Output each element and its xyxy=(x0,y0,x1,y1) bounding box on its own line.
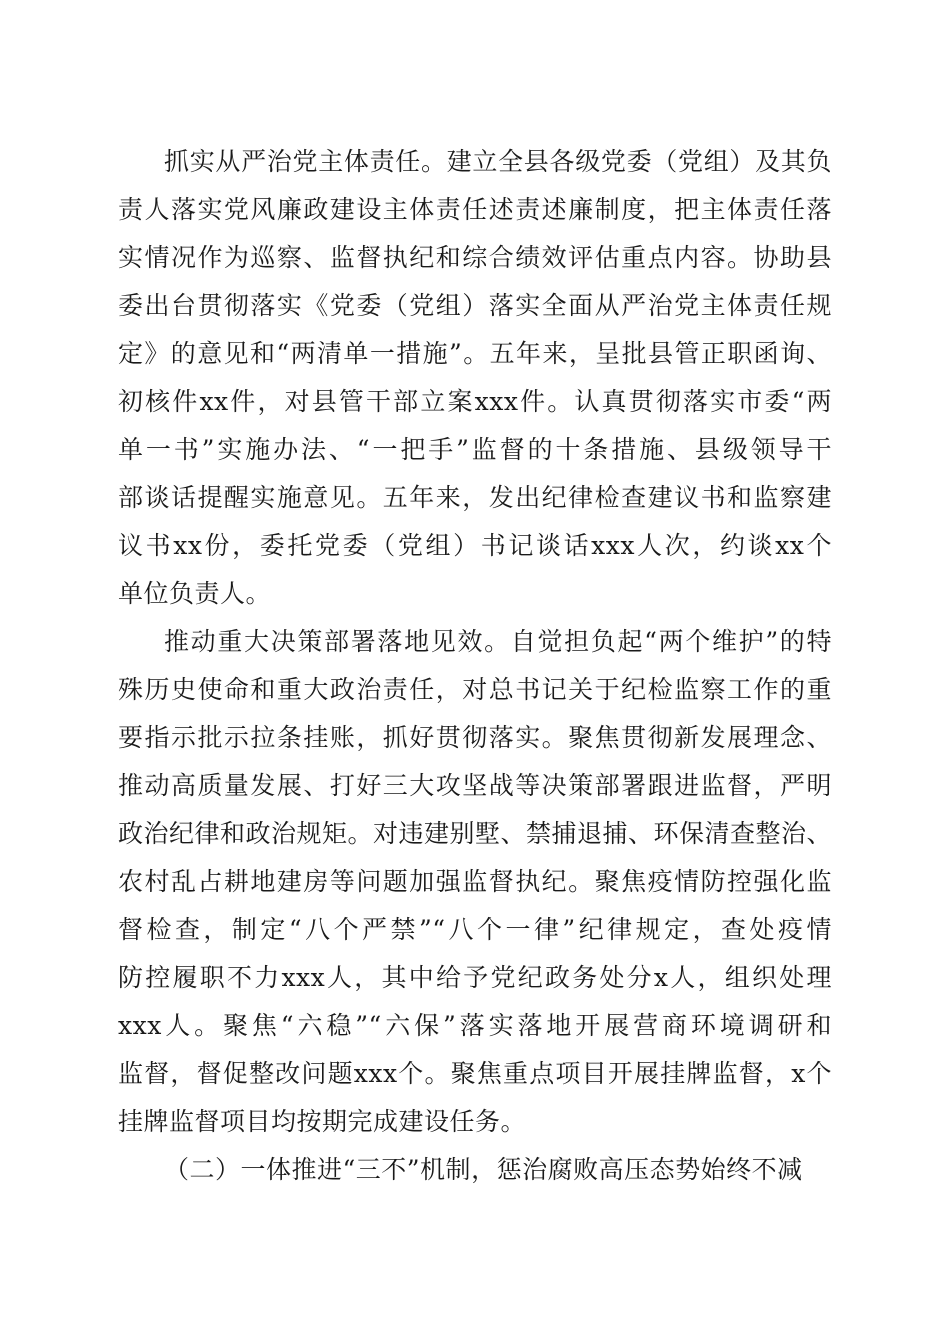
paragraph-line: 部谈话提醒实施意见。五年来，发出纪律检查建议书和监察建 xyxy=(118,483,832,512)
paragraph-decisions xyxy=(118,618,832,1146)
paragraph-line: 推动高质量发展、打好三大攻坚战等决策部署跟进监督，严明 xyxy=(118,771,832,800)
paragraph-line: 议书xx份，委托党委（党组）书记谈话xxx人次，约谈xx个 xyxy=(118,531,832,560)
paragraph-line: 责人落实党风廉政建设主体责任述责述廉制度，把主体责任落 xyxy=(118,195,832,224)
paragraph-line: 单一书”实施办法、“一把手”监督的十条措施、县级领导干 xyxy=(118,435,832,464)
paragraph-line: 初核件xx件，对县管干部立案xxx件。认真贯彻落实市委“两 xyxy=(118,387,832,416)
paragraph-line: 委出台贯彻落实《党委（党组）落实全面从严治党主体责任规 xyxy=(118,291,832,320)
paragraph-line: 监督，督促整改问题xxx个。聚焦重点项目开展挂牌监督，x个 xyxy=(118,1059,832,1088)
paragraph-line: 政治纪律和政治规矩。对违建别墅、禁捕退捕、环保清查整治、 xyxy=(118,819,833,848)
paragraph-line: 定》的意见和“两清单一措施”。五年来，呈批县管正职函询、 xyxy=(118,339,832,368)
paragraph-line: xxx人。聚焦“六稳”“六保”落实落地开展营商环境调研和 xyxy=(118,1011,832,1040)
paragraph-line: 农村乱占耕地建房等问题加强监督执纪。聚焦疫情防控强化监 xyxy=(118,867,832,896)
paragraph-line: 挂牌监督项目均按期完成建设任务。 xyxy=(118,1107,527,1136)
paragraph-line: 单位负责人。 xyxy=(118,579,272,608)
paragraph-line: 督检查，制定“八个严禁”“八个一律”纪律规定，查处疫情 xyxy=(118,915,832,944)
paragraph-line: 要指示批示拉条挂账，抓好贯彻落实。聚焦贯彻新发展理念、 xyxy=(118,723,832,752)
paragraph-line: 防控履职不力xxx人，其中给予党纪政务处分x人，组织处理 xyxy=(118,963,832,992)
paragraph-responsibility xyxy=(118,138,832,618)
paragraph-line: 殊历史使命和重大政治责任，对总书记关于纪检监察工作的重 xyxy=(118,675,832,704)
document-page xyxy=(118,138,832,1194)
section-heading-text: （二）一体推进“三不”机制，惩治腐败高压态势始终不减 xyxy=(164,1155,803,1184)
paragraph-line: 推动重大决策部署落地见效。自觉担负起“两个维护”的特 xyxy=(164,627,832,656)
paragraph-line: 抓实从严治党主体责任。建立全县各级党委（党组）及其负 xyxy=(164,147,832,176)
section-heading xyxy=(118,1146,832,1194)
paragraph-line: 实情况作为巡察、监督执纪和综合绩效评估重点内容。协助县 xyxy=(118,243,832,272)
